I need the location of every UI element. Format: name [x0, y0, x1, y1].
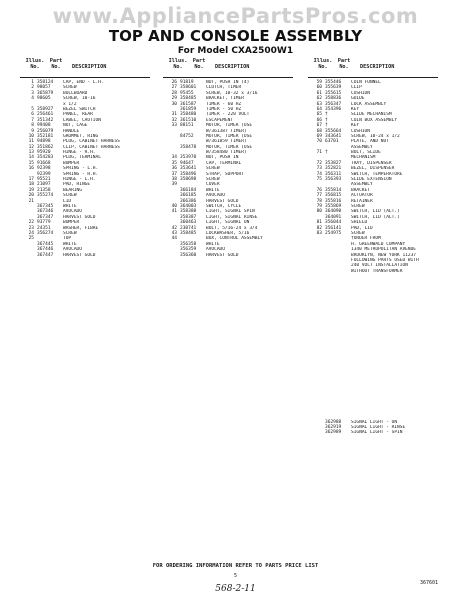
part-number: 365879 [37, 90, 54, 96]
header-part: Part [192, 58, 206, 64]
part-number: 361587 [180, 101, 197, 107]
part-number: 358496 [180, 171, 197, 177]
part-number: 95455 [180, 90, 194, 96]
part-number: 88151 [180, 123, 194, 129]
part-description: COIN BOX ASSEMBLY [351, 117, 398, 123]
illus-number: 63 [316, 101, 322, 107]
illus-number: 1 [31, 80, 34, 85]
parts-list [163, 80, 293, 258]
part-description: RETAINER [351, 198, 373, 204]
part-description: WHITE [206, 241, 220, 247]
part-number: 356347 [325, 101, 342, 107]
part-description: BOLT, 5/16-24 x 3/4 [206, 225, 258, 231]
illus-number: 10 [28, 133, 34, 139]
part-number: 360463 [180, 220, 197, 226]
header-description: DESCRIPTION [72, 64, 107, 70]
part-description: MOTOR, TIMER (USE [206, 123, 253, 129]
illus-number: 11 [28, 139, 34, 145]
illus-number: 40 [171, 203, 177, 209]
illus-number: 73 [316, 166, 322, 172]
part-number: 362919 [325, 425, 342, 430]
part-number: 367447 [37, 252, 54, 258]
part-description: BEZEL, DISPENSER [351, 166, 395, 172]
part-number: 21097 [37, 182, 51, 188]
page-subtitle: For Model CXA2500W1 [177, 46, 294, 56]
part-number: 94898 [37, 139, 51, 145]
part-description: HINGE - L.H. [63, 177, 96, 183]
illus-number: 8 [31, 123, 34, 129]
illus-number: 68 [316, 128, 322, 134]
part-description: W/361387 TIMER) [206, 128, 247, 134]
illus-number: 32 [171, 117, 177, 123]
header-no: No. [318, 64, 328, 70]
part-description: BULLBOARD [63, 90, 88, 96]
part-number: 358387 [180, 214, 197, 220]
header-no: No. [30, 64, 40, 70]
part-description: ASSEMBLY [351, 144, 373, 150]
ordering-footer: FOR ORDERING INFORMATION REFER TO PARTS PRICE LIST [152, 563, 319, 569]
part-number: 358478 [180, 144, 197, 150]
illus-number: 69 [316, 133, 322, 139]
part-description: SCREW, 10-32 x 3/16 [206, 90, 258, 96]
part-description: CLIP [351, 85, 362, 91]
part-number: † [325, 112, 328, 118]
part-number: 355274 [37, 193, 54, 199]
part-description: WASHER, FIBRE [63, 225, 99, 231]
illus-number: 62 [316, 96, 322, 102]
part-description: NUT, CAGE [63, 123, 88, 129]
part-description: SWITCH, TEMPERATURE [351, 171, 403, 177]
part-number: 355639 [325, 85, 342, 91]
part-number: 358485 [180, 96, 197, 102]
part-description: BOLT, SLIDE [351, 150, 381, 156]
part-description: ESCAPEMENT [206, 117, 234, 123]
header-description: DESCRIPTION [360, 64, 395, 70]
part-number: 356358 [180, 241, 197, 247]
part-description: AVOCADO [206, 193, 225, 199]
part-description: CAP, TERMINAL [206, 160, 242, 166]
part-number: 355816 [325, 198, 342, 204]
illus-number: 29 [171, 96, 177, 102]
illus-number: 64 [316, 106, 322, 112]
part-description: HARVEST GOLD [206, 198, 239, 204]
part-description: KEY [351, 106, 360, 112]
part-description: BEZEL SWITCH [63, 106, 96, 112]
part-description: STRAP, SUPPORT [206, 171, 244, 177]
part-description: HINGE - R.H. [63, 150, 96, 156]
part-number: 354283 [37, 155, 54, 161]
part-description: COVER [206, 182, 220, 188]
illus-number: 2 [31, 85, 34, 91]
illus-number: 35 [171, 160, 177, 166]
illus-number: 76 [316, 187, 322, 193]
illus-number: 66 [316, 117, 322, 123]
part-description: BUMPER [63, 160, 80, 166]
part-number: 355446 [325, 80, 342, 85]
illus-number: 39 [171, 182, 177, 188]
part-number: 364003 [180, 203, 197, 209]
part-description: 1340 METROPOLITAN AVENUE [351, 247, 417, 253]
part-number: 351862 [37, 144, 54, 150]
illus-number: 30 [171, 101, 177, 107]
part-number: 358698 [180, 177, 197, 183]
part-number: 98605 [37, 96, 51, 102]
part-description: SWITCH, LID (ALT.) [351, 214, 400, 220]
part-description: MECHANISM [351, 155, 376, 161]
part-description: LIGHT, SIGNAL ON [206, 220, 250, 226]
part-description: NUT, PUSH IN [206, 155, 239, 161]
part-description: TIMER - 50 HZ [206, 106, 242, 112]
illus-number: 24 [28, 230, 34, 236]
illus-number: 18 [28, 182, 34, 188]
part-description: LOCKWASHER, 5/16 [206, 230, 250, 236]
illus-number: 38 [171, 177, 177, 183]
part-description: BROOKLYN, NEW YORK 11237 [351, 252, 417, 258]
part-description: ACTUATOR [351, 193, 373, 199]
part-description: 240 VOLT INSTALLATION [351, 263, 408, 269]
part-number: 230741 [180, 225, 197, 231]
part-description: SCREW [351, 203, 365, 209]
part-number: 354396 [325, 106, 342, 112]
part-description: AVOCADO [63, 209, 82, 215]
illus-number: 70 [316, 139, 322, 145]
part-description: TRAY, DISPENSER [351, 160, 392, 166]
document-id: 367601 [419, 580, 438, 586]
part-description: †ORDER FROM [351, 236, 381, 242]
illus-number: 82 [316, 225, 322, 231]
part-description: GUIDE [351, 96, 365, 102]
part-number: 356274 [37, 230, 54, 236]
illus-number: 28 [171, 90, 177, 96]
part-description: KEY [351, 123, 360, 129]
part-number: 352181 [37, 133, 54, 139]
watermark: www.AppliancePartsPros.com [52, 4, 419, 28]
part-description: LIGHT, SIGNAL SPIN [206, 209, 255, 215]
part-number: 364090 [325, 209, 342, 215]
part-description: PLUG, TERMINAL [63, 155, 101, 161]
part-description: PLATE, AND NUT [351, 139, 389, 145]
header-description: DESCRIPTION [215, 64, 250, 70]
header-part-no: No. [194, 64, 204, 70]
part-description: LABEL, CAUTION [63, 117, 101, 123]
illus-number: 17 [28, 177, 34, 183]
parts-column-2 [163, 57, 293, 258]
illus-number: 19 [28, 187, 34, 193]
part-number: 358601 [180, 85, 197, 91]
part-description: x 1/2 [63, 101, 77, 107]
illus-number: 15 [28, 160, 34, 166]
part-description: SLIDE MECHANISM [351, 112, 392, 118]
part-number: 91668 [37, 160, 51, 166]
illus-number: 44 [171, 236, 177, 242]
part-description: SCREW [63, 230, 77, 236]
header-illus: Illus. [313, 58, 333, 64]
part-description: SWITCH, CYCLE [206, 203, 242, 209]
part-description: BOX, CONTROL ASSEMBLY [206, 236, 263, 242]
part-description: SPRING - L.H. [63, 166, 99, 172]
illus-number: 77 [316, 193, 322, 199]
illus-number: 13 [28, 150, 34, 156]
illus-number: 20 [28, 193, 34, 199]
part-description: HANDLE [63, 128, 80, 134]
part-number: 358124 [37, 80, 54, 85]
part-description: SIGNAL LIGHT - RINSE [351, 425, 406, 430]
part-description: CUSHION [351, 128, 370, 134]
header-part: Part [337, 58, 351, 64]
illus-number: 4 [31, 96, 34, 102]
part-number: 358927 [37, 106, 54, 112]
part-description: SPRING - R.H. [63, 171, 99, 177]
illus-number: 65 [316, 112, 322, 118]
part-number: † [325, 150, 328, 156]
part-description: WHITE [63, 241, 77, 247]
handwritten-note: 568-2-11 [215, 584, 256, 594]
illus-number: 31 [171, 112, 177, 118]
illus-number: 83 [316, 230, 322, 236]
part-number: 353970 [180, 155, 197, 161]
illus-number: 71 [316, 150, 322, 156]
part-description: BUMPER [63, 220, 80, 226]
header-no: No. [173, 64, 183, 70]
part-number: 93779 [37, 220, 51, 226]
part-description: H. GREENWALD COMPANY [351, 241, 406, 247]
part-description: SCREW [63, 193, 77, 199]
part-number: 355664 [325, 128, 342, 134]
illus-number: 14 [28, 155, 34, 161]
illus-number: 67 [316, 123, 322, 129]
illus-number: 33 [171, 123, 177, 129]
header-part-no: No. [51, 64, 61, 70]
part-number: 361510 [180, 117, 197, 123]
part-number: 358388 [180, 209, 197, 215]
illus-number: 9 [31, 128, 34, 134]
illus-number: 37 [171, 171, 177, 177]
part-number: 356393 [325, 177, 342, 183]
part-number: 98057 [37, 85, 51, 91]
illus-number: 72 [316, 160, 322, 166]
illus-number: 6 [31, 112, 34, 118]
part-description: HARVEST GOLD [63, 214, 96, 220]
part-description: AVOCADO [206, 247, 225, 253]
part-description: AVOCADO [63, 247, 82, 253]
illus-number: 23 [28, 225, 34, 231]
part-description: COIN FUNNEL [351, 80, 381, 85]
part-number: 92398 [37, 166, 51, 172]
part-number: 353641 [180, 166, 197, 172]
illus-number: 26 [171, 80, 177, 85]
part-number: 366386 [180, 198, 197, 204]
part-description: LOCK ASSEMBLY [351, 101, 387, 107]
part-number: 367345 [37, 203, 54, 209]
part-description: MOTOR, TIMER (USE [206, 133, 253, 139]
part-number: 84752 [180, 133, 194, 139]
illus-number: 81 [316, 220, 322, 226]
part-number: 21358 [37, 187, 51, 193]
part-number: 95521 [37, 177, 51, 183]
illus-number: 61 [316, 90, 322, 96]
part-description: WHITE [63, 203, 77, 209]
illus-number: 5 [31, 106, 34, 112]
parts-list [308, 80, 438, 436]
part-number: 356359 [180, 247, 197, 253]
illus-number: 25 [28, 236, 34, 242]
part-description: FOLLOWING PARTS USED WITH [351, 257, 419, 263]
part-number: 367446 [37, 247, 54, 253]
illus-number: 34 [171, 155, 177, 161]
part-description: PAD, LID [351, 225, 373, 231]
part-number: 367347 [37, 214, 54, 220]
illus-number: 60 [316, 85, 322, 91]
part-number: 94647 [180, 160, 194, 166]
part-number: 358485 [180, 230, 197, 236]
part-number: 358836 [325, 96, 342, 102]
part-number: 351342 [37, 117, 54, 123]
column-header [308, 57, 438, 78]
illus-number: 36 [171, 166, 177, 172]
part-description: PANEL, REAR [63, 112, 93, 118]
part-number: 364091 [325, 214, 342, 220]
part-number: 353827 [325, 160, 342, 166]
parts-column-1 [20, 57, 150, 258]
illus-number: 74 [316, 171, 322, 177]
page-number: 5 [233, 573, 237, 579]
part-number: 362988 [325, 419, 342, 425]
illus-number: 41 [171, 209, 177, 215]
part-description: HARVEST GOLD [63, 252, 96, 258]
part-number: 343641 [325, 133, 342, 139]
part-description: LID [63, 198, 72, 204]
part-description: ASSEMBLY [351, 182, 373, 188]
part-number: 352821 [325, 166, 342, 172]
part-number: 355814 [325, 187, 342, 193]
part-number: 92399 [37, 171, 51, 177]
part-description: WHITE [206, 187, 220, 193]
part-description: WITHOUT TRANSFORMER [351, 268, 403, 274]
column-header [20, 57, 150, 78]
illus-number: 3 [31, 90, 34, 96]
illus-number: 42 [171, 225, 177, 231]
part-number: 256079 [37, 128, 54, 134]
illus-number: 7 [31, 117, 34, 123]
column-header [163, 57, 293, 78]
illus-number: 75 [316, 177, 322, 183]
header-illus: Illus. [168, 58, 188, 64]
part-number: 356815 [325, 193, 342, 199]
part-description: SCREW [63, 85, 77, 91]
parts-column-3 [308, 57, 438, 436]
part-description: SLIDE EXTENSION [351, 177, 392, 183]
part-description: SIGNAL LIGHT - SPIN [351, 430, 403, 436]
part-description: SHIELD [351, 220, 368, 226]
part-number: † [325, 117, 328, 123]
part-description: SCREW [206, 166, 220, 172]
part-description: TIMER - 60 HZ [206, 101, 242, 107]
illus-number: 27 [171, 85, 177, 91]
part-description: PAD, HINGE [63, 182, 91, 188]
part-description: PLUG, CABINET HARNESS [63, 139, 120, 145]
illus-number: 16 [28, 166, 34, 172]
illus-number: 12 [28, 144, 34, 150]
header-part: Part [49, 58, 63, 64]
header-part-no: No. [339, 64, 349, 70]
part-description: BEARING [63, 187, 82, 193]
part-number: 356360 [180, 252, 197, 258]
part-description: SWITCH, LID (ALT.) [351, 209, 400, 215]
part-description: SCREW, 10-16 [63, 96, 96, 102]
illus-number: 80 [316, 209, 322, 215]
part-description: SCREW [351, 230, 365, 236]
part-description: CAP, END - L.H. [63, 80, 104, 85]
illus-number [308, 430, 325, 435]
part-description: CUSHION [351, 90, 370, 96]
part-description: GROMMET, RING [63, 133, 99, 139]
part-description: NUT, PUSH IN (4) [206, 80, 250, 85]
part-description: W/361859 TIMER) [206, 139, 247, 145]
part-description: SCREW, 10-24 x 1/2 [351, 133, 400, 139]
part-number: 356141 [325, 225, 342, 231]
part-number: 367445 [37, 241, 54, 247]
part-number: 254975 [325, 230, 342, 236]
part-number: 361859 [180, 106, 197, 112]
parts-row [308, 430, 438, 435]
part-description: CLUTCH, TIMER [206, 85, 242, 91]
part-description: BRACKET, TIMER [206, 96, 244, 102]
part-number: 366185 [180, 193, 197, 199]
part-number: 256461 [37, 112, 54, 118]
part-number: 91819 [180, 80, 194, 85]
part-description: CLIP, CABINET HARNESS [63, 144, 120, 150]
part-number: 63701 [325, 139, 339, 145]
part-description: SCREW [206, 177, 220, 183]
illus-number: 22 [28, 220, 34, 226]
part-number: 356311 [325, 171, 342, 177]
header-illus: Illus. [25, 58, 45, 64]
illus-number [20, 253, 37, 258]
part-number: 99408 [37, 123, 51, 129]
illus-number: 59 [316, 80, 322, 85]
part-description: TIMER - 220 VOLT [206, 112, 250, 118]
part-number: 95920 [37, 150, 51, 156]
illus-number: 79 [316, 203, 322, 209]
part-number: 24351 [37, 225, 51, 231]
parts-list [20, 80, 150, 258]
part-number: 355615 [325, 90, 342, 96]
part-number: 367346 [37, 209, 54, 215]
part-description: W/358480 TIMER) [206, 150, 247, 156]
part-description: MOTOR, TIMER (USE [206, 144, 253, 150]
part-number: 355869 [325, 203, 342, 209]
part-number: 358480 [180, 112, 197, 118]
parts-row [20, 253, 150, 258]
page-title: TOP AND CONSOLE ASSEMBLY [108, 27, 363, 45]
part-number: 366184 [180, 187, 197, 193]
illus-number: 78 [316, 198, 322, 204]
part-number: 362989 [325, 430, 342, 436]
parts-row [163, 253, 293, 258]
part-description: SIGNAL LIGHT - ON [351, 419, 398, 425]
illus-number: 21 [28, 198, 34, 204]
part-description: TOP [63, 236, 72, 242]
part-description: BRACKET [351, 187, 370, 193]
part-description: HARVEST GOLD [206, 252, 239, 258]
part-number: † [325, 123, 328, 129]
part-number: 356044 [325, 220, 342, 226]
illus-number [163, 253, 180, 258]
illus-number: 43 [171, 230, 177, 236]
part-description: LIGHT, SIGNAL RINSE [206, 214, 258, 220]
